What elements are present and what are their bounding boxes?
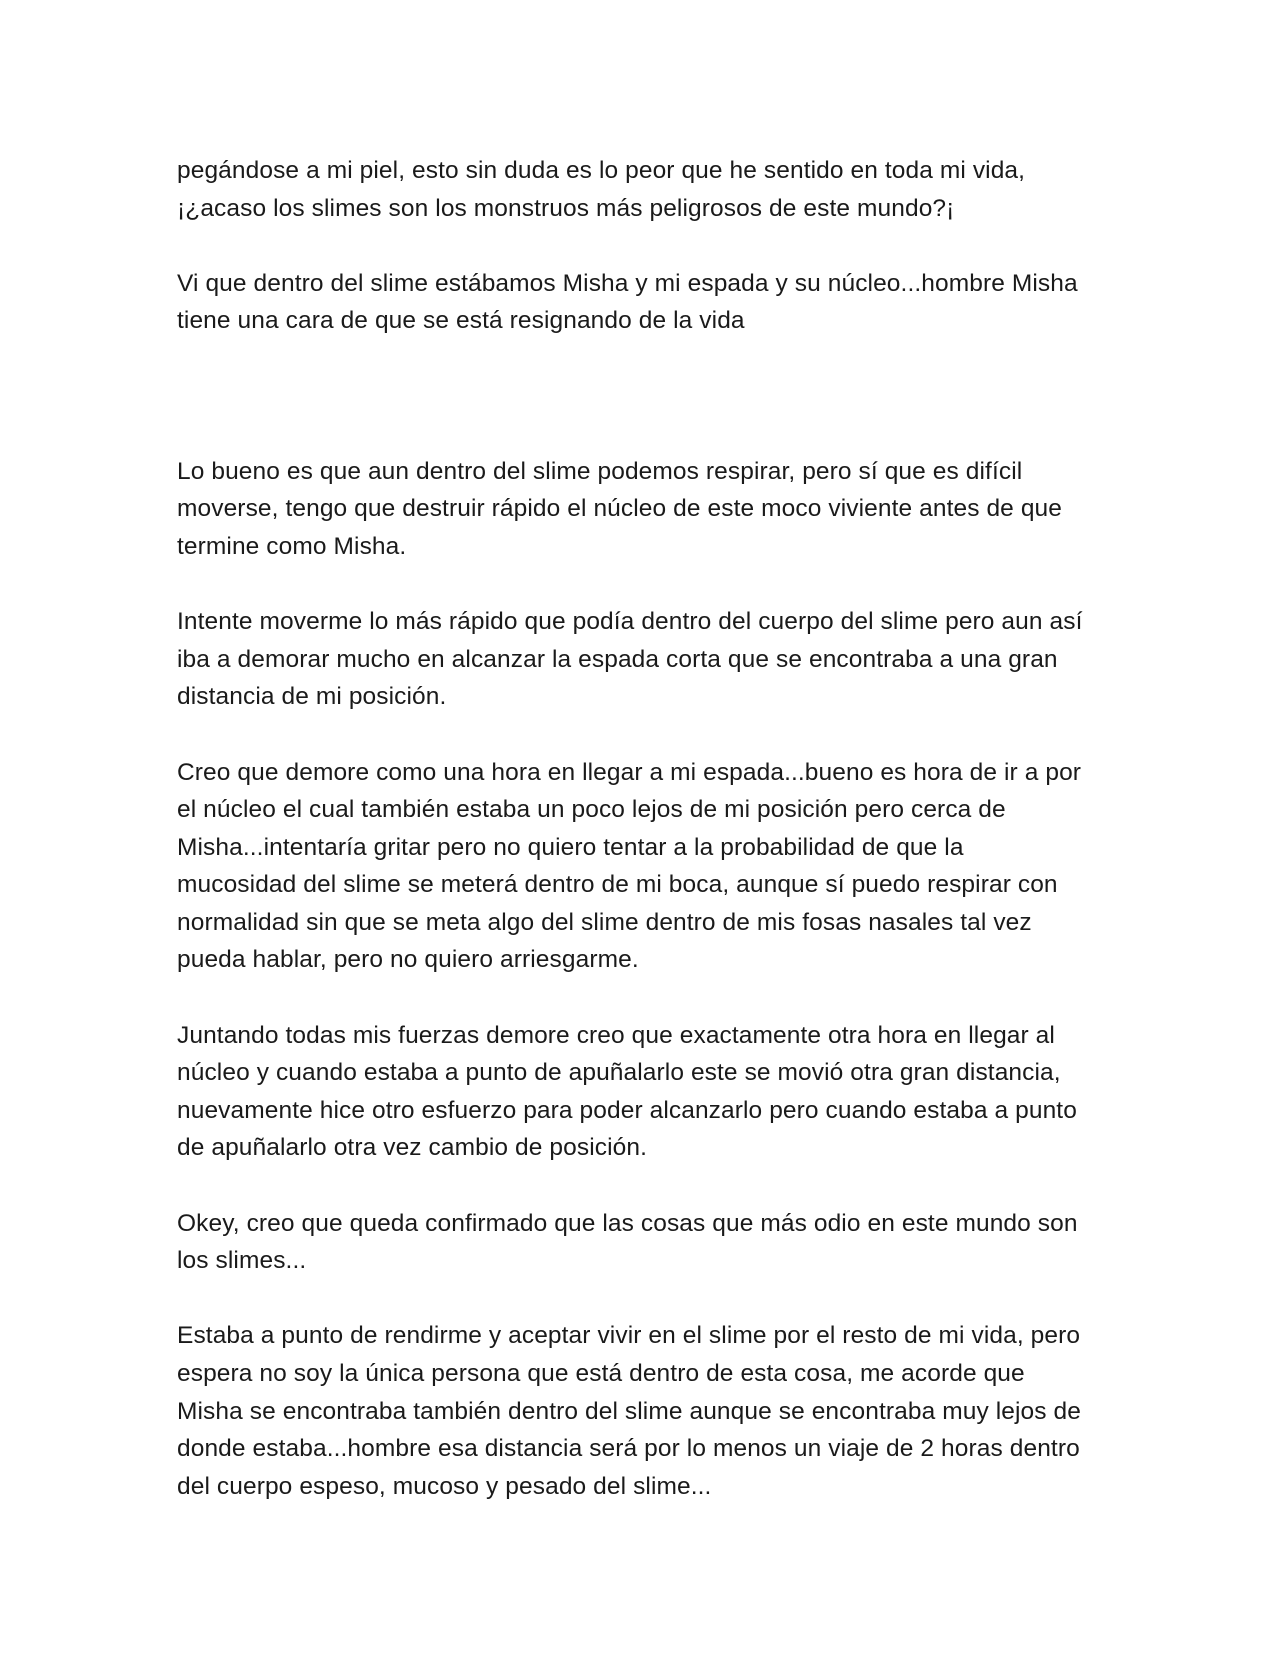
text-line: moverse, tengo que destruir rápido el núcleo de este moco viviente antes de que: [177, 495, 1062, 523]
paragraph-1: [177, 152, 1107, 227]
text-line: distancia de mi posición.: [177, 683, 447, 711]
paragraph-5: [177, 754, 1107, 980]
text-line: normalidad sin que se meta algo del slime dentro de mis fosas nasales tal vez: [177, 908, 1032, 936]
text-line: Lo bueno es que aun dentro del slime podemos respirar, pero sí que es difícil: [177, 457, 1023, 485]
text-line: nuevamente hice otro esfuerzo para poder alcanzarlo pero cuando estaba a punto: [177, 1096, 1077, 1124]
text-line: espera no soy la única persona que está dentro de esta cosa, me acorde que: [177, 1360, 1025, 1388]
paragraph-spacer: [177, 566, 1107, 604]
text-line: Juntando todas mis fuerzas demore creo que exactamente otra hora en llegar al: [177, 1021, 1055, 1049]
paragraph-spacer: [177, 1167, 1107, 1205]
text-line: iba a demorar mucho en alcanzar la espada corta que se encontraba a una gran: [177, 645, 1058, 673]
paragraph-7: [177, 1205, 1107, 1280]
paragraph-spacer: [177, 340, 1107, 453]
text-line: pueda hablar, pero no quiero arriesgarme.: [177, 946, 639, 974]
text-line: Okey, creo que queda confirmado que las cosas que más odio en este mundo son: [177, 1209, 1078, 1237]
text-line: Misha...intentaría gritar pero no quiero tentar a la probabilidad de que la: [177, 833, 964, 861]
text-line: el núcleo el cual también estaba un poco lejos de mi posición pero cerca de: [177, 796, 1006, 824]
text-line: Vi que dentro del slime estábamos Misha y mi espada y su núcleo...hombre Misha: [177, 269, 1078, 297]
paragraph-2: [177, 265, 1107, 340]
paragraph-spacer: [177, 227, 1107, 265]
text-line: los slimes...: [177, 1247, 307, 1275]
text-line: Estaba a punto de rendirme y aceptar vivir en el slime por el resto de mi vida, pero: [177, 1322, 1081, 1350]
paragraph-spacer: [177, 716, 1107, 754]
text-line: Intente moverme lo más rápido que podía dentro del cuerpo del slime pero aun así: [177, 608, 1083, 636]
text-line: termine como Misha.: [177, 532, 407, 560]
text-line: pegándose a mi piel, esto sin duda es lo peor que he sentido en toda mi vida,: [177, 157, 1026, 184]
paragraph-6: [177, 1017, 1107, 1167]
text-line: Misha se encontraba también dentro del slime aunque se encontraba muy lejos de: [177, 1397, 1081, 1425]
paragraph-3: [177, 453, 1107, 566]
text-line: de apuñalarlo otra vez cambio de posición.: [177, 1134, 647, 1162]
text-line: Creo que demore como una hora en llegar a mi espada...bueno es hora de ir a por: [177, 758, 1082, 786]
paragraph-8: [177, 1317, 1107, 1505]
paragraph-4: [177, 603, 1107, 716]
document-body: [177, 152, 1107, 1505]
paragraph-spacer: [177, 979, 1107, 1017]
text-line: mucosidad del slime se meterá dentro de mi boca, aunque sí puedo respirar con: [177, 871, 1058, 899]
paragraph-spacer: [177, 1280, 1107, 1318]
text-line: donde estaba...hombre esa distancia será por lo menos un viaje de 2 horas dentro: [177, 1435, 1080, 1463]
text-line: tiene una cara de que se está resignando de la vida: [177, 307, 745, 335]
text-line: ¡¿acaso los slimes son los monstruos más peligrosos de este mundo?¡: [177, 194, 955, 222]
text-line: del cuerpo espeso, mucoso y pesado del slime...: [177, 1472, 712, 1500]
text-line: núcleo y cuando estaba a punto de apuñalarlo este se movió otra gran distancia,: [177, 1059, 1061, 1087]
